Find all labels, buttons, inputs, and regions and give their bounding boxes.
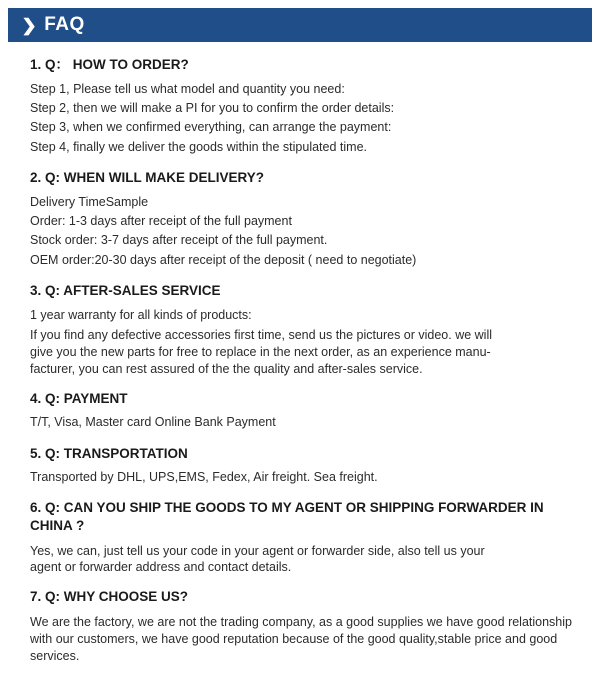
faq-answer-line: Step 3, when we confirmed everything, can arrange the payment: [30,120,392,135]
faq-question: 5. Q: TRANSPORTATION [30,445,188,461]
faq-answer-line: OEM order:20-30 days after receipt of the deposit ( need to negotiate) [30,252,417,267]
faq-list [30,56,578,677]
faq-question: 6. Q: CAN YOU SHIP THE GOODS TO MY AGENT OR SHIPPING FORWARDER IN CHINA ? [30,500,544,534]
faq-question: 2. Q: WHEN WILL MAKE DELIVERY? [30,170,265,186]
faq-answer-line: Step 1, Please tell us what model and quantity you need: [30,81,345,96]
faq-question: 4. Q: PAYMENT [30,390,128,406]
faq-item-4 [30,390,578,433]
faq-answer-line: agent or forwarder address and contact details. [30,560,292,575]
faq-answer-line: Yes, we can, just tell us your code in your agent or forwarder side, also tell us your [30,543,485,558]
faq-question: 7. Q: WHY CHOOSE US? [30,589,189,605]
faq-answer-line: Step 2, then we will make a PI for you to confirm the order details: [30,100,395,115]
faq-answer-line: Stock order: 3-7 days after receipt of the full payment. [30,233,328,248]
faq-answer-line: Delivery TimeSample [30,194,149,209]
faq-answer-line: services. [30,648,80,663]
faq-answer-line: Transported by DHL, UPS,EMS, Fedex, Air freight. Sea freight. [30,470,378,485]
faq-answer-line: facturer, you can rest assured of the the quality and after-sales service. [30,361,423,376]
faq-item-6 [30,499,578,576]
faq-item-5 [30,445,578,488]
faq-question: 3. Q: AFTER-SALES SERVICE [30,283,221,299]
faq-answer-line: give you the new parts for free to replace in the next order, as an experience manu- [30,344,491,359]
faq-item-2 [30,169,578,270]
faq-question: 1. Q： HOW TO ORDER? [30,57,189,72]
faq-answer-line: Step 4, finally we deliver the goods within the stipulated time. [30,139,367,154]
faq-answer-line: 1 year warranty for all kinds of products: [30,307,252,322]
chevron-right-icon: ❯ [21,15,37,35]
faq-item-1 [30,56,578,157]
faq-answer-line: We are the factory, we are not the trading company, as a good supplies we have good relationship [30,614,572,629]
faq-answer-line: If you find any defective accessories first time, send us the pictures or video. we will [30,328,493,343]
faq-item-3 [30,282,578,378]
faq-answer-line: with our customers, we have good reputation because of the good quality,stable price and good [30,631,558,646]
page-title: FAQ [44,14,85,35]
faq-header-bar [8,8,592,42]
faq-answer-line: Order: 1-3 days after receipt of the full payment [30,213,292,228]
faq-answer-line: T/T, Visa, Master card Online Bank Payment [30,415,276,430]
